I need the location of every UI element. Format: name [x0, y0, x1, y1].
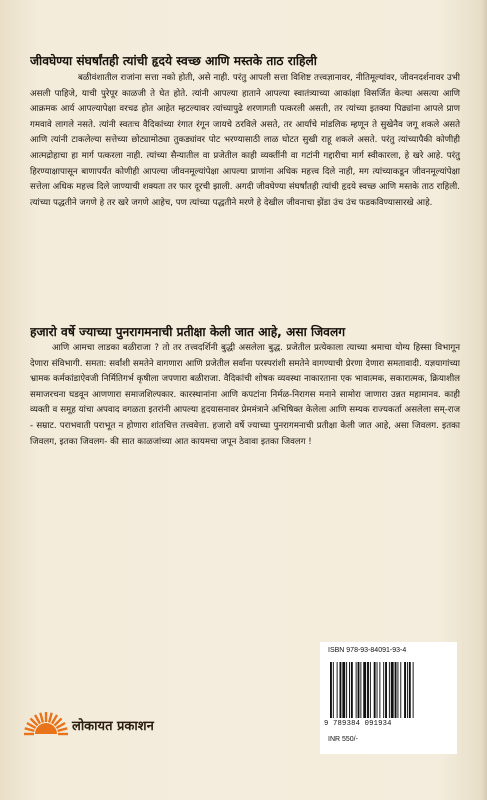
barcode-label: [320, 642, 457, 754]
barcode-number: 9 789384 091934: [324, 720, 392, 728]
page-edge-shadow: [481, 0, 487, 800]
sun-rays-logo-icon: [22, 700, 70, 748]
publisher-name: लोकायत प्रकाशन: [72, 719, 154, 734]
section-heading-2: हजारो वर्षे ज्याच्या पुनरागमनाची प्रतीक्षा केली जात आहे, असा जिवलग: [30, 325, 346, 339]
price-text: INR 550/-: [328, 736, 358, 743]
isbn-text: ISBN 978-93-84091-93-4: [328, 647, 407, 654]
body-paragraph-2: आणि आमचा लाडका बळीराजा ? तो तर तत्त्वदर्शिनी बुद्धी असलेला बुद्ध. प्रजेतील प्रत्येकाला त्याच्या श्रमाचा योग्य हिस्सा विभागून देणारा संविभागी. समता: सर्वांशी समतेने वागणारा आणि प्रजेतील सर्वांना परस्परांशी समतेने वागण्याची प्रेरणा देणारा समतावादी. यज्ञयागांच्या भ्रामक कर्मकांडाऐवजी निर्मितिगर्भ कृषीला जपणारा बळीराजा. वैदिकांची शोषक व्यवस्था नाकारताना एक भावात्मक, सकारात्मक, क्रियाशील समाजरचना घडवून आणणारा समाजशिल्पकार. कारस्थानांना आणि कपटांना निर्मळ-निरागस मनाने सामोरा जाणारा उन्नत महामानव. काही व्यक्ती व समूह यांचा अपवाद वगळता इतरांनी आपल्या हृदयासनावर प्रेममंत्राने अभिषिक्त केलेला आणि सम्यक राज्यकर्ता असलेला सम्-राज - सम्राट. पराभवाती पराभूत न होणारा शांतचित्त तत्त्ववेत्ता. हजारो वर्षे ज्याच्या पुनरागमनाची प्रतीक्षा केली जात आहे, असा जिवलग. इतका जिवलग, इतका जिवलग- की सात काळजांच्या आत कायमचा जपून ठेवावा इतका जिवलग !: [30, 343, 460, 447]
section-heading-1: जीवघेण्या संघर्षांतही त्यांची हृदये स्वच्छ आणि मस्तके ताठ राहिली: [30, 54, 317, 68]
barcode-icon: [328, 662, 449, 718]
body-paragraph-1: बळीवंशातील राजांना सत्ता नको होती, असे नाही. परंतु आपली सत्ता विशिष्ट तत्त्वज्ञानावर, नीतिमूल्यांवर, जीवनदर्शनावर उभी असली पाहिजे, याची पुरेपूर काळजी ते घेत होते. त्यांनी आपल्या हाताने आपल्या स्वातंत्र्याच्या आकांक्षा विसर्जित केल्या असत्या आणि आक्रमक आर्य आपल्यापेक्षा वरचढ होत आहेत म्हटल्यावर त्यांच्यापुढे शरणागती पत्करली असती, तर त्यांच्या इतक्या पिढ्यांना आपले प्राण गमवावे लागले नसते. त्यांनी स्वतःच वैदिकांच्या रंगात रंगून जायचे ठरविले असते, तर आर्यांचे मांडलिक म्हणून ते सुखेनैव जगू शकले असते आणि त्यांनी टाकलेल्या सत्तेच्या छोट्यामोठ्या तुकड्यांवर पोट भरण्यासाठी लाळ घोटत सुखी राहू शकले असते. परंतु त्यांच्यापैकी कोणीही आत्मद्रोहाचा हा मार्ग पत्करला नाही. त्यांच्या सैन्यातील वा प्रजेतील काही व्यक्तींनी वा गटांनी गद्दारीचा मार्ग स्वीकारला, हे खरे आहे. परंतु हिरण्याक्षापासून बाणापर्यंत कोणीही आपल्या जीवनमूल्यांपेक्षा आपल्या प्राणांना अधिक महत्त्व दिले नाही, मग त्यांच्याकडून जीवनमूल्यांपेक्षा सत्तेला अधिक महत्त्व दिले जाण्याची शक्यता तर फार दूरची झाली. अगदी जीवघेण्या संघर्षांतही त्यांची हृदये स्वच्छ आणि मस्तके ताठ राहिली. त्यांच्या पद्धतीने जगणे हे तर खरे जगणे आहेच, पण त्यांच्या पद्धतीने मरणे हे देखील जीवनाचा झेंडा उंच उंच फडकविण्यासारखे आहे.: [30, 73, 460, 208]
